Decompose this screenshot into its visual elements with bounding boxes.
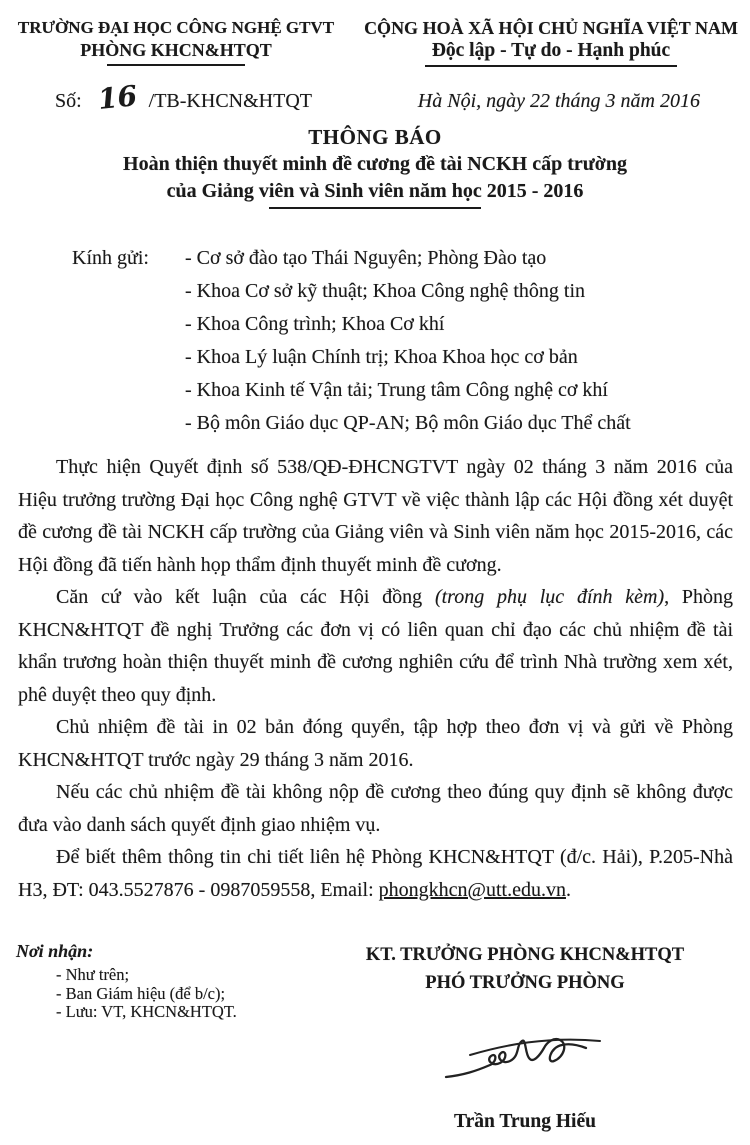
recipient-item: - Khoa Kinh tế Vận tải; Trung tâm Công nghệ cơ khí xyxy=(185,379,608,401)
paragraph-4: Nếu các chủ nhiệm đề tài không nộp đề cương theo đúng quy định sẽ không được đưa vào danh sách quyết định giao nhiệm vụ. xyxy=(18,781,733,836)
signer-title-line1: KT. TRƯỞNG PHÒNG KHCN&HTQT xyxy=(365,945,685,965)
doc-number-label: Số: xyxy=(55,90,82,112)
distribution-block xyxy=(16,941,237,1022)
paragraph-5 xyxy=(18,841,733,906)
doc-subtitle-line1: Hoàn thiện thuyết minh đề cương đề tài NCKH cấp trường xyxy=(123,153,627,175)
signer-name: Trần Trung Hiếu xyxy=(454,1111,596,1132)
org-department: PHÒNG KHCN&HTQT xyxy=(80,40,272,60)
distribution-item: - Ban Giám hiệu (để b/c); xyxy=(56,983,226,1003)
number-date-row xyxy=(0,81,750,114)
national-motto: Độc lập - Tự do - Hạnh phúc xyxy=(431,40,671,61)
doc-number-suffix: /TB-KHCN&HTQT xyxy=(148,90,312,112)
handwritten-signature-icon xyxy=(336,1033,714,1087)
document-body xyxy=(0,451,750,906)
recipient-item: - Cơ sở đào tạo Thái Nguyên; Phòng Đào tạo xyxy=(185,247,547,269)
paragraph-2-italic-note: (trong phụ lục đính kèm) xyxy=(434,586,665,608)
distribution-item: - Như trên; xyxy=(56,965,130,984)
distribution-label: Nơi nhận: xyxy=(16,941,94,961)
doc-number-handwritten: 16 xyxy=(96,79,139,116)
paragraph-3: Chủ nhiệm đề tài in 02 bản đóng quyển, tập hợp theo đơn vị và gửi về Phòng KHCN&HTQT trước ngày 29 tháng 3 năm 2016. xyxy=(18,716,733,771)
recipient-item: - Khoa Cơ sở kỹ thuật; Khoa Công nghệ thông tin xyxy=(185,280,586,302)
org-underline xyxy=(107,64,245,66)
recipients-list xyxy=(185,242,631,440)
recipient-item: - Bộ môn Giáo dục QP-AN; Bộ môn Giáo dục Thể chất xyxy=(185,412,631,434)
document-header xyxy=(0,0,750,67)
recipients-section xyxy=(0,242,750,440)
doc-subtitle-line2: của Giảng viên và Sinh viên năm học 2015 - 2016 xyxy=(166,180,584,202)
doc-title: THÔNG BÁO xyxy=(308,125,442,149)
signature-block xyxy=(336,941,714,1133)
recipient-item: - Khoa Công trình; Khoa Cơ khí xyxy=(185,313,445,335)
title-underline xyxy=(269,207,481,209)
paragraph-2 xyxy=(18,581,733,711)
paragraph-1: Thực hiện Quyết định số 538/QĐ-ĐHCNGTVT ngày 02 tháng 3 năm 2016 của Hiệu trưởng trường Đại học Công nghệ GTVT về việc thành lập các Hội đồng xét duyệt đề cương đề tài NCKH cấp trường của Giảng viên và Sinh viên năm học 2015-2016, các Hội đồng đã tiến hành họp thẩm định thuyết minh đề cương. xyxy=(18,456,733,576)
recipient-item: - Khoa Lý luận Chính trị; Khoa Khoa học cơ bản xyxy=(185,346,578,368)
national-title: CỘNG HOÀ XÃ HỘI CHỦ NGHĨA VIỆT NAM xyxy=(364,18,738,38)
recipients-label: Kính gửi: xyxy=(72,247,149,269)
org-name: TRƯỜNG ĐẠI HỌC CÔNG NGHỆ GTVT xyxy=(17,18,335,37)
motto-underline xyxy=(425,65,677,67)
place-date: Hà Nội, ngày 22 tháng 3 năm 2016 xyxy=(417,90,700,112)
distribution-item: - Lưu: VT, KHCN&HTQT. xyxy=(56,1002,237,1021)
paragraph-2-text: Căn cứ vào kết luận của các Hội đồng xyxy=(56,586,435,608)
contact-info-text: Để biết thêm thông tin chi tiết liên hệ Phòng KHCN&HTQT (đ/c. Hải), P.205-Nhà H3, ĐT: 043.5527876 - 0987059558, Email: xyxy=(18,846,733,901)
contact-email: phongkhcn@utt.edu.vn xyxy=(378,878,566,901)
distribution-list xyxy=(56,966,237,1022)
title-block xyxy=(0,123,750,209)
issuing-org-block xyxy=(0,17,352,67)
paragraph-5-period: . xyxy=(565,878,571,901)
national-motto-block xyxy=(352,17,750,67)
signer-title-line2: PHÓ TRƯỞNG PHÒNG xyxy=(425,973,625,993)
paragraph-2-text-after: , Phòng KHCN&HTQT đề nghị Trưởng các đơn vị có liên quan chỉ đạo các chủ nhiệm đề tài khẩn trương hoàn thiện thuyết minh đề cương nghiên cứu để trình Nhà trường xem xét, phê duyệt theo quy định. xyxy=(18,586,734,706)
